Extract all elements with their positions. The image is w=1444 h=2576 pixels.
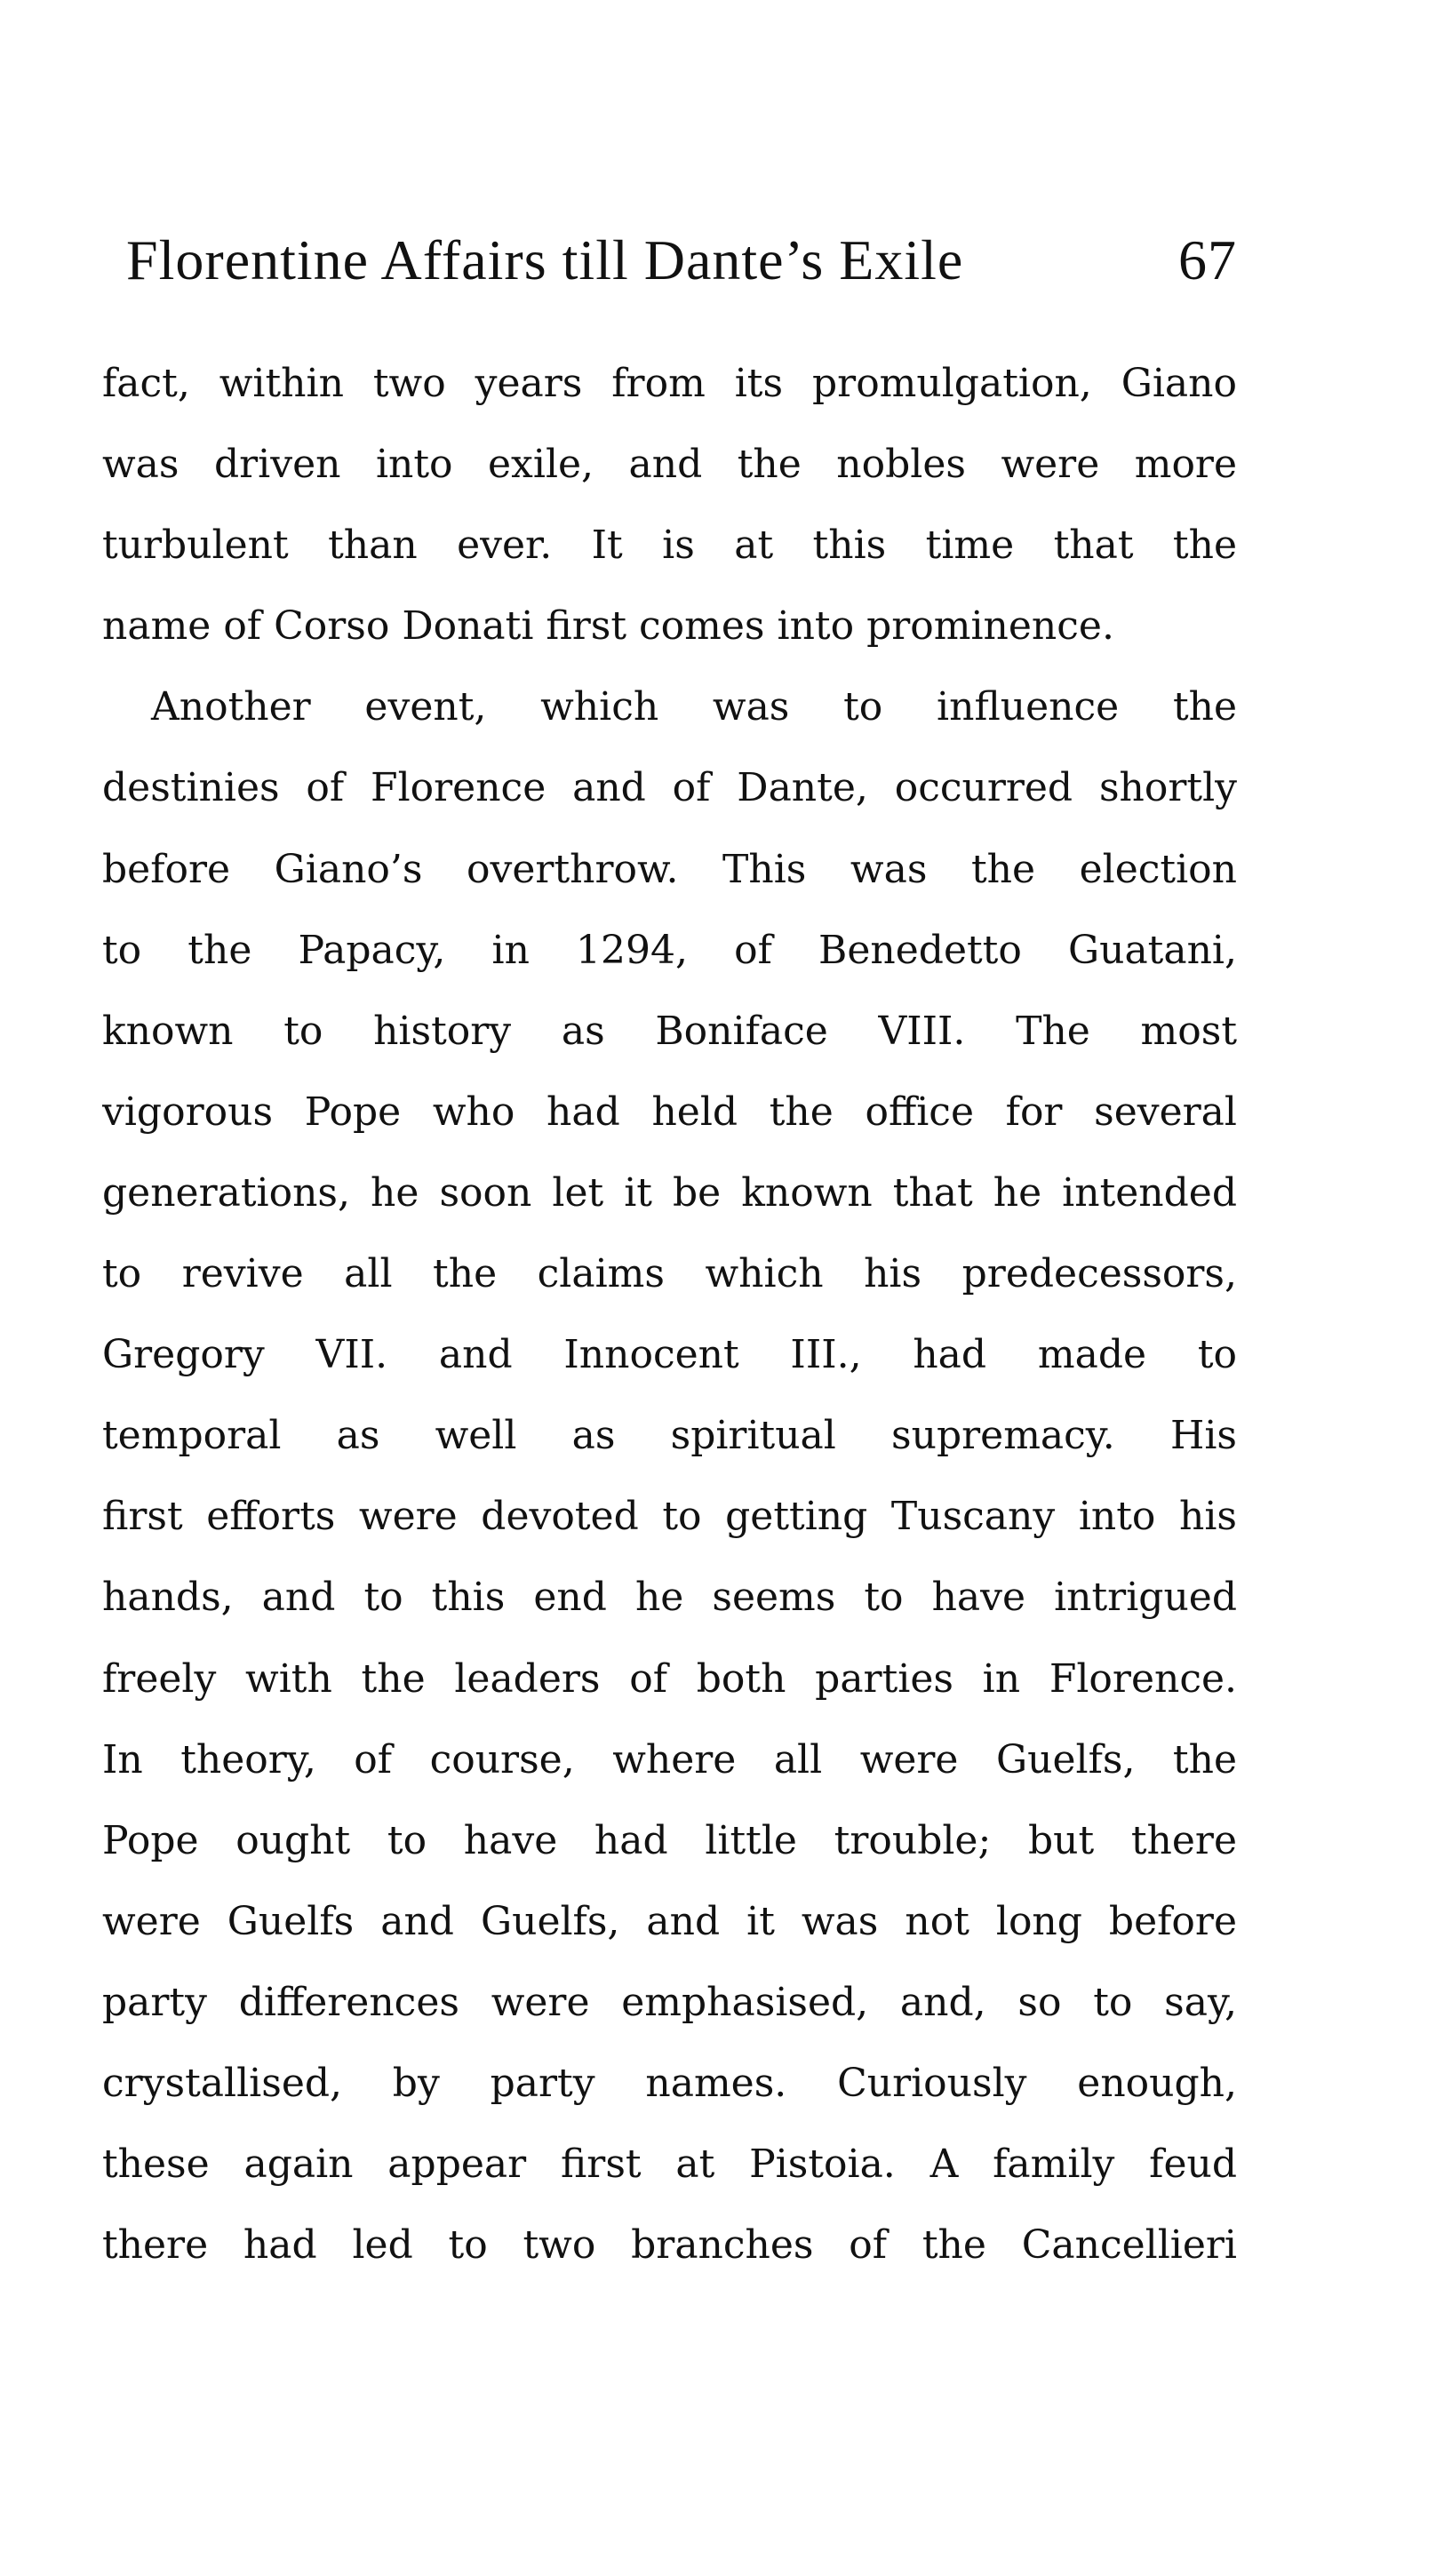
text-line: was driven into exile, and the nobles were more (102, 442, 1237, 488)
text-line: destinies of Florence and of Dante, occurred shortly (102, 765, 1237, 811)
body-text (102, 343, 1237, 2285)
page-number: 67 (1178, 228, 1237, 291)
text-line: name of Corso Donati first comes into prominence. (102, 603, 1114, 650)
text-line: temporal as well as spiritual supremacy. His (102, 1413, 1237, 1459)
text-line: freely with the leaders of both parties in Florence. (102, 1655, 1237, 1702)
text-line: to the Papacy, in 1294, of Benedetto Guatani, (102, 927, 1237, 973)
text-line: party differences were emphasised, and, so to say, (102, 1979, 1237, 2025)
text-line: Another event, which was to influence the (151, 684, 1237, 730)
text-line: before Giano’s overthrow. This was the election (102, 846, 1237, 892)
text-line: known to history as Boniface VIII. The most (102, 1008, 1237, 1054)
running-head (126, 220, 1237, 300)
text-line: these again appear first at Pistoia. A family feud (102, 2141, 1237, 2188)
text-line: were Guelfs and Guelfs, and it was not long before (102, 1898, 1237, 1944)
text-line: fact, within two years from its promulgation, Giano (102, 361, 1237, 406)
text-line: first efforts were devoted to getting Tuscany into his (102, 1494, 1237, 1540)
text-line: Pope ought to have had little trouble; but there (102, 1817, 1237, 1863)
text-line: to revive all the claims which his predecessors, (102, 1251, 1237, 1297)
chapter-title: Florentine Affairs till Dante’s Exile (126, 228, 964, 291)
text-line: Gregory VII. and Innocent III., had made to (102, 1332, 1237, 1378)
text-line: crystallised, by party names. Curiously enough, (102, 2060, 1237, 2106)
text-line: there had led to two branches of the Cancellieri (102, 2222, 1237, 2269)
text-line: In theory, of course, where all were Guelfs, the (102, 1736, 1237, 1782)
text-line: hands, and to this end he seems to have intrigued (102, 1575, 1237, 1621)
text-line: vigorous Pope who had held the office for several (102, 1089, 1237, 1135)
text-line: generations, he soon let it be known that he intended (102, 1169, 1237, 1216)
text-line: turbulent than ever. It is at this time that the (102, 522, 1237, 569)
